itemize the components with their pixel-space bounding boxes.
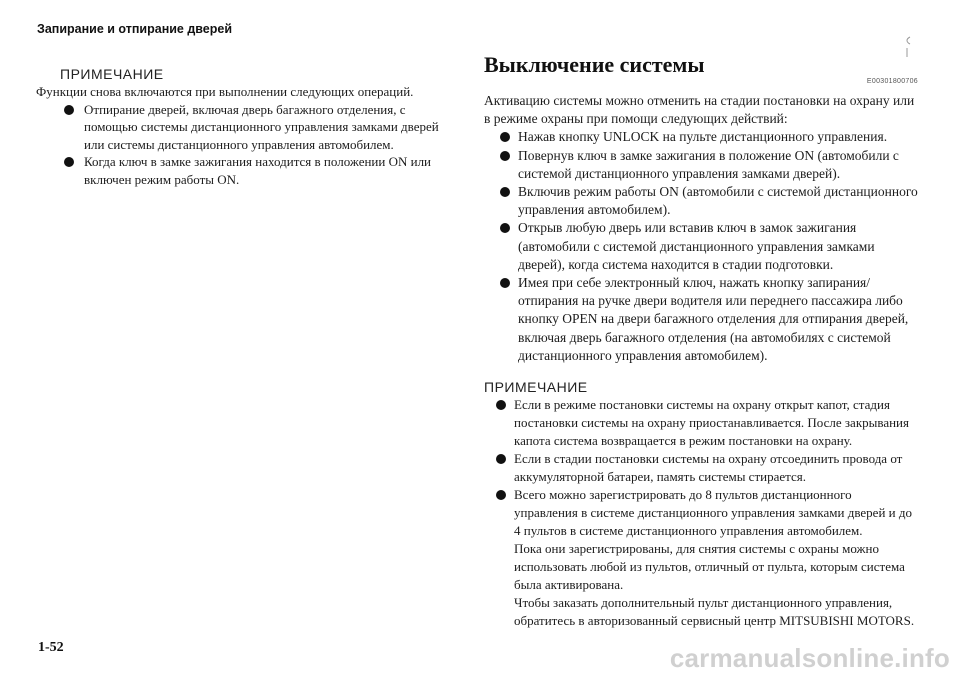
list-item: Отпирание дверей, включая дверь багажного отделения, с помощью системы дистанционного управления замками дверей или системы дистанционного управления автомобилем. xyxy=(60,101,462,154)
watermark: carmanualsonline.info xyxy=(669,643,950,673)
bullet-icon xyxy=(500,132,510,142)
note-bullet-list xyxy=(484,396,918,540)
note-text: Функции снова включаются при выполнении следующих операций. xyxy=(36,84,414,99)
list-item: Если в стадии постановки системы на охрану отсоединить провода от аккумуляторной батареи, память системы стирается. xyxy=(484,450,918,486)
bullet-icon xyxy=(64,105,74,115)
list-item: Включив режим работы ON (автомобили с системой дистанционного управления автомобилем). xyxy=(488,183,918,219)
section-header: Запирание и отпирание дверей xyxy=(37,22,233,36)
bullet-icon xyxy=(500,187,510,197)
list-item: Всего можно зарегистрировать до 8 пультов дистанционного управления в системе дистанционного управления замками дверей и до 4 пультов в системе дистанционного управления автомобилем. xyxy=(484,486,918,540)
note-title: ПРИМЕЧАНИЕ xyxy=(484,379,588,396)
bullet-icon xyxy=(496,454,506,464)
list-item: Открыв любую дверь или вставив ключ в замок зажигания (автомобили с системой дистанционного управления замками дверей), когда система находится в стадии подготовки. xyxy=(488,219,918,274)
list-item: Повернув ключ в замке зажигания в положение ON (автомобили с системой дистанционного управления замками дверей). xyxy=(488,147,918,183)
list-item: Если в режиме постановки системы на охрану открыт капот, стадия постановки системы на охрану приостанавливается. После закрывания капота система возвращается в режим постановки на охрану. xyxy=(484,396,918,450)
action-bullet-list xyxy=(488,128,918,365)
bullet-icon xyxy=(500,223,510,233)
section-code: E00301800706 xyxy=(866,78,918,85)
left-column xyxy=(36,66,462,188)
note-paragraph: Пока они зарегистрированы, для снятия системы с охраны можно использовать любой из пультов, отличный от пульта, которым система была активирована. xyxy=(514,541,905,593)
note-block xyxy=(484,379,918,630)
right-column xyxy=(484,52,918,630)
bullet-icon xyxy=(500,278,510,288)
bullet-icon xyxy=(64,157,74,167)
list-item: Нажав кнопку UNLOCK на пульте дистанционного управления. xyxy=(488,128,918,146)
list-item: Имея при себе электронный ключ, нажать кнопку запирания/отпирания на ручке двери водителя или переднего пассажира либо кнопку OPEN на двери багажного отделения для отпирания дверей, включая дверь багажного отделения (на автомобилях с системой дистанционного управления автомобилем). xyxy=(488,274,918,365)
list-item: Когда ключ в замке зажигания находится в положении ON или включен режим работы ON. xyxy=(60,153,462,188)
note-paragraph: Чтобы заказать дополнительный пульт дистанционного управления, обратитесь в авторизованный сервисный центр MITSUBISHI MOTORS. xyxy=(514,595,915,629)
page-number: 1-52 xyxy=(38,640,64,655)
note-title: ПРИМЕЧАНИЕ xyxy=(60,66,164,82)
scan-mark-icon xyxy=(904,36,912,58)
note-bullet-list xyxy=(60,101,462,189)
intro-text: Активацию системы можно отменить на стадии постановки на охрану или в режиме охраны при помощи следующих действий: xyxy=(484,93,915,127)
bullet-icon xyxy=(500,151,510,161)
bullet-icon xyxy=(496,490,506,500)
page-title: Выключение системы xyxy=(484,52,705,77)
bullet-icon xyxy=(496,400,506,410)
